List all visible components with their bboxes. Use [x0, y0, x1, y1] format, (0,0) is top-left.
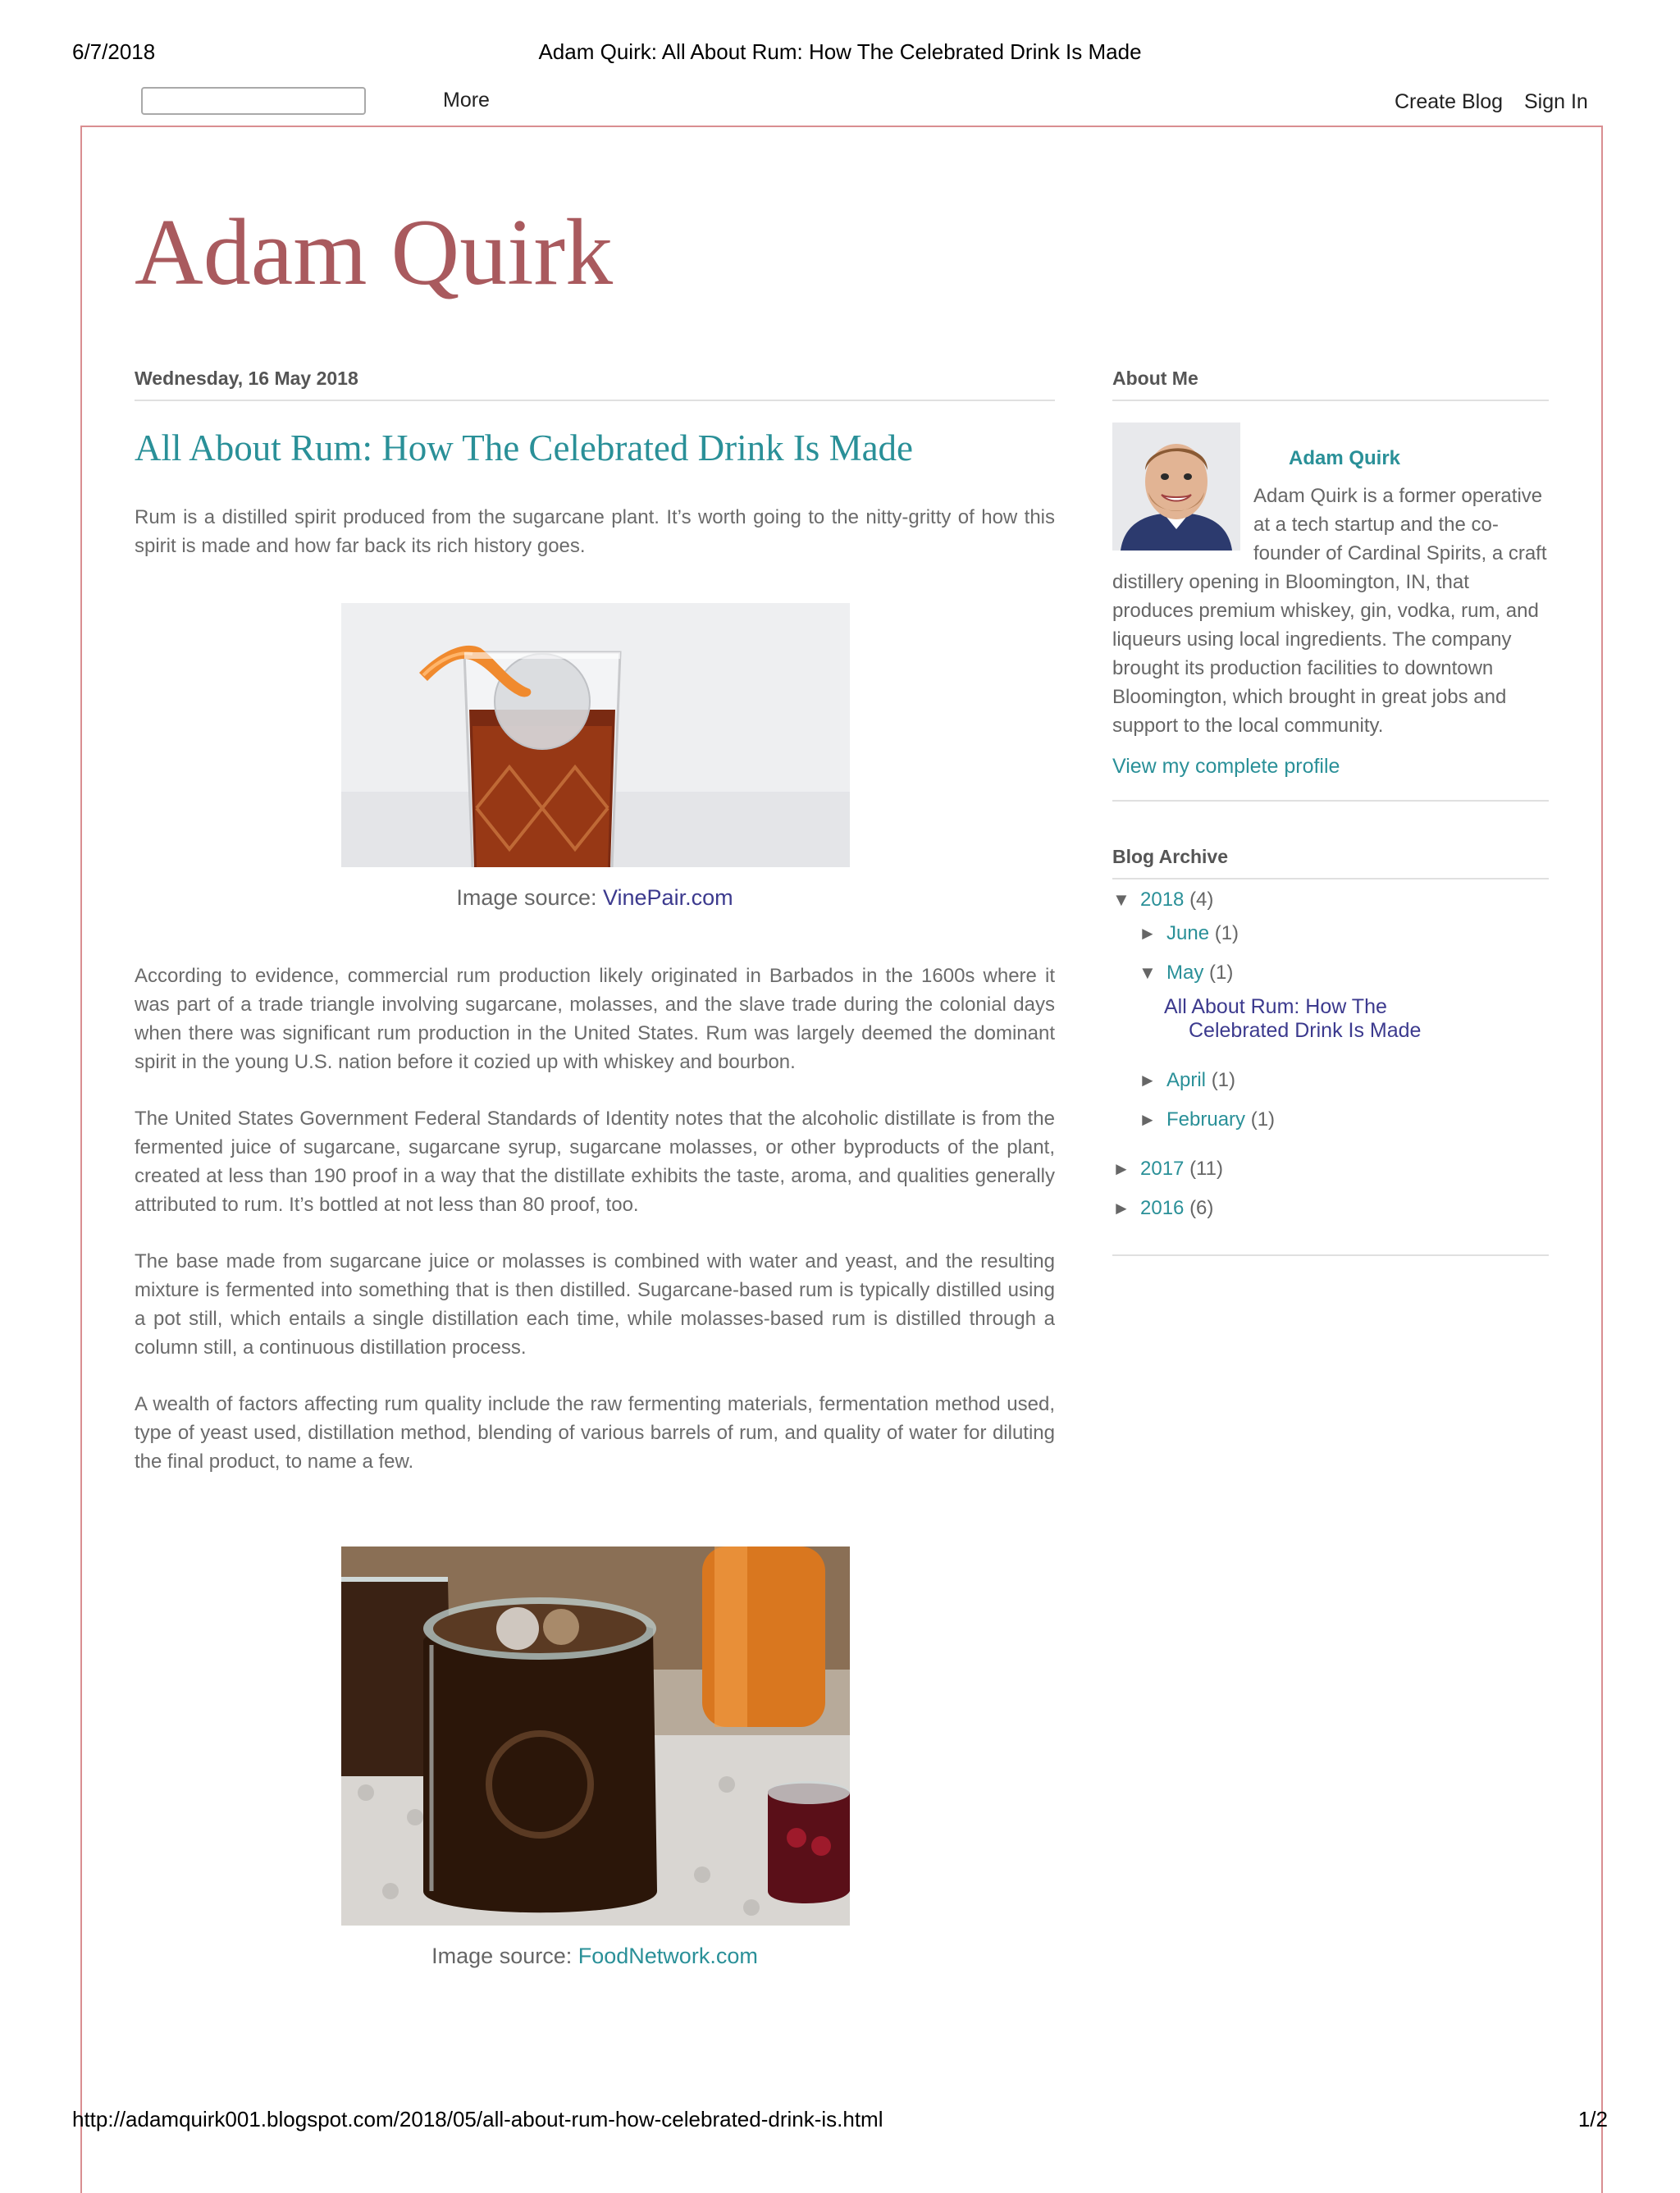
archive-link-may[interactable]: May [1166, 962, 1204, 984]
archive-month-april [1139, 1069, 1235, 1092]
expand-triangle-icon[interactable]: ► [1139, 1109, 1157, 1130]
rum-jars-image [341, 1547, 850, 1926]
archive-year-2016 [1112, 1197, 1213, 1220]
collapse-triangle-icon[interactable]: ▼ [1139, 962, 1157, 983]
widget-divider [1112, 1254, 1549, 1256]
sidebar [1112, 368, 1549, 1256]
post-body [135, 503, 1055, 1969]
post-paragraph: According to evidence, commercial rum production likely originated in Barbados in the 1600s where it was part of a trade triangle involving sugarcane, molasses, and the slave trade during the colonial days when there was significant rum production in the United States. Rum was largely deemed the dominant spirit in the young U.S. nation before it cozied up with whiskey and bourbon. [135, 965, 1055, 1073]
archive-count: (4) [1189, 889, 1214, 911]
print-date: 6/7/2018 [72, 39, 156, 64]
archive-month-may [1139, 962, 1233, 985]
about-me-widget [1112, 368, 1549, 802]
archive-link-june[interactable]: June [1166, 922, 1210, 944]
archive-link-2016[interactable]: 2016 [1140, 1197, 1185, 1219]
rum-jars-illustration [341, 1547, 850, 1926]
archive-year-2017 [1112, 1158, 1223, 1181]
view-profile-link[interactable]: View my complete profile [1112, 755, 1340, 778]
vinepair-source-link[interactable]: VinePair.com [603, 885, 733, 910]
rum-cocktail-image [341, 603, 850, 867]
post-date: Wednesday, 16 May 2018 [135, 368, 1055, 401]
blogger-navbar [0, 82, 1680, 118]
expand-triangle-icon[interactable]: ► [1139, 923, 1157, 943]
rum-cocktail-illustration [341, 603, 850, 867]
author-bio: Adam Quirk is a former operative at a tech startup and the co-founder of Cardinal Spirits, a craft distillery opening in Bloomington, IN, that produces premium whiskey, gin, vodka, rum, and liqueurs using local ingredients. The company brought its production facilities to downtown Bloomington, which brought in great jobs and support to the local community. [1112, 485, 1547, 737]
archive-link-2017[interactable]: 2017 [1140, 1158, 1185, 1180]
sign-in-link[interactable]: Sign In [1524, 90, 1588, 113]
archive-month-june [1139, 922, 1239, 945]
expand-triangle-icon[interactable]: ► [1139, 1070, 1157, 1090]
widget-divider [1112, 800, 1549, 802]
more-link[interactable]: More [443, 89, 490, 112]
archive-count: (6) [1189, 1197, 1214, 1219]
archive-post-title-line: All About Rum: How The [1164, 995, 1387, 1018]
print-url: http://adamquirk001.blogspot.com/2018/05/all-about-rum-how-celebrated-drink-is.html [72, 2107, 883, 2131]
image-caption [135, 1944, 1055, 1969]
blog-title[interactable]: Adam Quirk [135, 200, 614, 305]
archive-count: (1) [1211, 1069, 1236, 1091]
archive-link-april[interactable]: April [1166, 1069, 1207, 1091]
collapse-triangle-icon[interactable]: ▼ [1112, 889, 1130, 910]
blog-archive-widget [1112, 846, 1549, 1256]
post-paragraph: A wealth of factors affecting rum quality include the raw fermenting materials, fermentation method used, type of yeast used, distillation method, blending of various barrels of rum, and quality of water for diluting the final product, to name a few. [135, 1393, 1055, 1473]
archive-year-2018 [1112, 889, 1213, 911]
print-header [0, 39, 1680, 72]
archive-count: (1) [1214, 922, 1239, 944]
archive-count: (1) [1250, 1108, 1276, 1131]
blog-archive-title: Blog Archive [1112, 846, 1549, 879]
author-name-link[interactable]: Adam Quirk [1289, 447, 1401, 469]
post-title[interactable]: All About Rum: How The Celebrated Drink Is Made [135, 427, 914, 468]
post-column [135, 368, 1055, 1969]
caption-prefix: Image source: [456, 885, 603, 910]
post-paragraph: The base made from sugarcane juice or molasses is combined with water and yeast, and the resulting mixture is fermented into something that is then distilled. Sugarcane-based rum is typically distilled using a pot still, which entails a single distillation each time, while molasses-based rum is distilled through a column still, a continuous distillation process. [135, 1250, 1055, 1359]
image-caption [135, 885, 1055, 911]
post-paragraph: The United States Government Federal Standards of Identity notes that the alcoholic distillate is from the fermented juice of sugarcane, sugarcane syrup, sugarcane molasses, or other byproducts of the plant, created at less than 190 proof in a way that the distillate exhibits the taste, aroma, and qualities generally attributed to rum. It’s bottled at not less than 80 proof, too. [135, 1108, 1055, 1216]
create-blog-link[interactable]: Create Blog [1395, 90, 1504, 113]
author-portrait [1112, 423, 1240, 551]
about-me-title: About Me [1112, 368, 1549, 401]
print-page-number: 1/2 [1577, 2107, 1608, 2131]
expand-triangle-icon[interactable]: ► [1112, 1158, 1130, 1179]
expand-triangle-icon[interactable]: ► [1112, 1198, 1130, 1218]
archive-post-link[interactable] [1164, 995, 1421, 1043]
archive-count: (1) [1209, 962, 1234, 984]
search-input[interactable] [141, 87, 366, 115]
caption-prefix: Image source: [431, 1944, 578, 1968]
author-avatar[interactable] [1112, 423, 1240, 551]
post-intro-paragraph: Rum is a distilled spirit produced from the sugarcane plant. It’s worth going to the nitty-gritty of how this spirit is made and how far back its rich history goes. [135, 506, 1055, 557]
archive-count: (11) [1189, 1158, 1223, 1180]
archive-link-2018[interactable]: 2018 [1140, 889, 1185, 911]
archive-link-february[interactable]: February [1166, 1108, 1246, 1131]
foodnetwork-source-link[interactable]: FoodNetwork.com [578, 1944, 758, 1968]
print-document-title: Adam Quirk: All About Rum: How The Celebrated Drink Is Made [538, 39, 1142, 64]
archive-month-february [1139, 1108, 1275, 1131]
archive-post-title-line: Celebrated Drink Is Made [1189, 1019, 1422, 1042]
